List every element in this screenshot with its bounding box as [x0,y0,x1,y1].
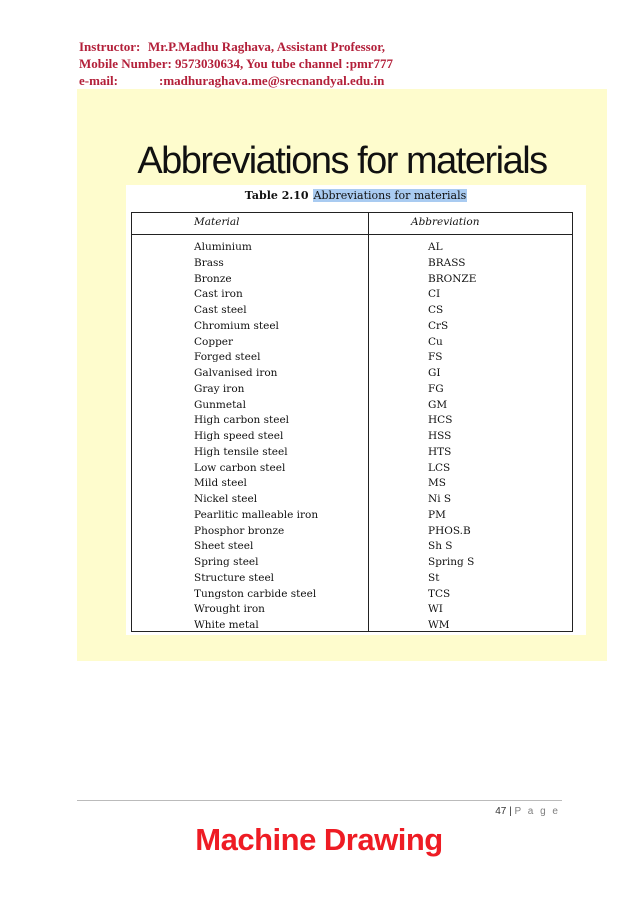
table-row [132,287,572,303]
abbreviation-cell: AL [428,241,443,253]
abbreviation-cell: WI [428,603,443,616]
material-cell: Bronze [194,272,232,285]
material-cell: High speed steel [194,430,284,442]
mobile-line-text: Mobile Number: 9573030634, You tube channel :pmr777 [79,56,394,71]
abbreviation-cell: GM [428,398,448,411]
abbreviation-cell: MS [428,477,446,490]
table-row [132,461,572,477]
material-cell: High tensile steel [194,445,288,458]
abbreviation-cell: WM [428,619,450,631]
footer-title: Machine Drawing [195,822,443,857]
table-row [132,445,572,461]
table-row [132,555,572,571]
material-cell: Copper [194,335,234,348]
abbreviation-cell: Sh S [428,540,453,553]
abbreviation-cell: CrS [428,319,449,332]
page-number-separator: | [509,806,512,817]
material-cell: Wrought iron [194,603,265,616]
material-cell: Pearlitic malleable iron [194,508,319,521]
table-row [132,508,572,524]
page-number-value: 47 [495,806,507,817]
material-cell: Structure steel [194,571,275,584]
table-row [132,618,572,634]
material-cell: Low carbon steel [194,461,286,474]
table-row [132,382,572,398]
document-header [79,38,499,89]
material-cell: Tungston carbide steel [194,587,317,600]
material-cell: Phosphor bronze [194,524,285,537]
footer-divider [77,800,562,801]
table-caption [126,189,586,202]
table-row [132,350,572,366]
table-row [132,429,572,445]
slide-title: Abbreviations for materials [137,140,547,182]
material-cell: Nickel steel [194,493,258,505]
slide-image [77,89,607,661]
table-row [132,524,572,540]
table-row [132,319,572,335]
material-cell: Chromium steel [194,319,279,332]
column-header-abbreviation: Abbreviation [411,216,480,228]
abbreviation-cell: Cu [428,335,443,348]
material-cell: Sheet steel [194,540,254,553]
page-label: P a g e [514,806,560,817]
material-cell: Mild steel [194,477,247,490]
header-mobile-line [79,55,499,72]
abbreviation-cell: CI [428,288,441,301]
abbreviation-cell: FS [428,351,443,364]
abbreviation-cell: BRONZE [428,272,477,285]
abbreviation-cell: HTS [428,445,452,458]
material-cell: Gray iron [194,382,245,395]
table-row [132,335,572,351]
material-cell: Spring steel [194,556,259,568]
table-caption-text: Abbreviations for materials [313,189,467,202]
abbreviation-cell: PHOS.B [428,524,471,537]
material-cell: Cast steel [194,304,247,316]
abbreviations-table [131,212,573,632]
table-body [132,240,572,634]
material-cell: Forged steel [194,351,261,364]
email-value: :madhuraghava.me@srecnandyal.edu.in [159,73,385,88]
material-cell: Galvanised iron [194,367,278,379]
page-number [470,806,560,817]
instructor-label: Instructor: [79,39,141,54]
table-row [132,492,572,508]
table-row [132,571,572,587]
table-row [132,413,572,429]
table-row [132,476,572,492]
material-cell: High carbon steel [194,414,290,427]
abbreviation-cell: St [428,571,440,584]
abbreviation-cell: FG [428,382,444,395]
email-label: e-mail: [79,73,118,88]
table-row [132,240,572,256]
abbreviation-cell: BRASS [428,256,466,269]
table-caption-number: Table 2.10 [244,189,309,202]
abbreviation-cell: GI [428,367,441,379]
material-cell: Brass [194,256,224,269]
table-row [132,539,572,555]
material-cell: White metal [194,619,259,631]
abbreviation-cell: CS [428,304,444,316]
instructor-value: Mr.P.Madhu Raghava, Assistant Professor, [148,39,386,54]
abbreviation-cell: HSS [428,430,452,442]
table-row [132,303,572,319]
header-divider [132,234,572,235]
material-cell: Cast iron [194,288,243,301]
table-row [132,366,572,382]
table-row [132,256,572,272]
table-row [132,398,572,414]
column-header-material: Material [194,216,240,228]
material-cell: Gunmetal [194,398,246,411]
table-figure [126,185,586,635]
abbreviation-cell: Spring S [428,556,475,568]
abbreviation-cell: HCS [428,414,453,427]
table-row [132,272,572,288]
abbreviation-cell: PM [428,508,446,521]
header-instructor-line [79,38,499,55]
abbreviation-cell: Ni S [428,493,452,505]
table-row [132,587,572,603]
table-row [132,602,572,618]
material-cell: Aluminium [194,241,252,253]
abbreviation-cell: LCS [428,461,451,474]
header-email-line [79,72,499,89]
abbreviation-cell: TCS [428,587,451,600]
